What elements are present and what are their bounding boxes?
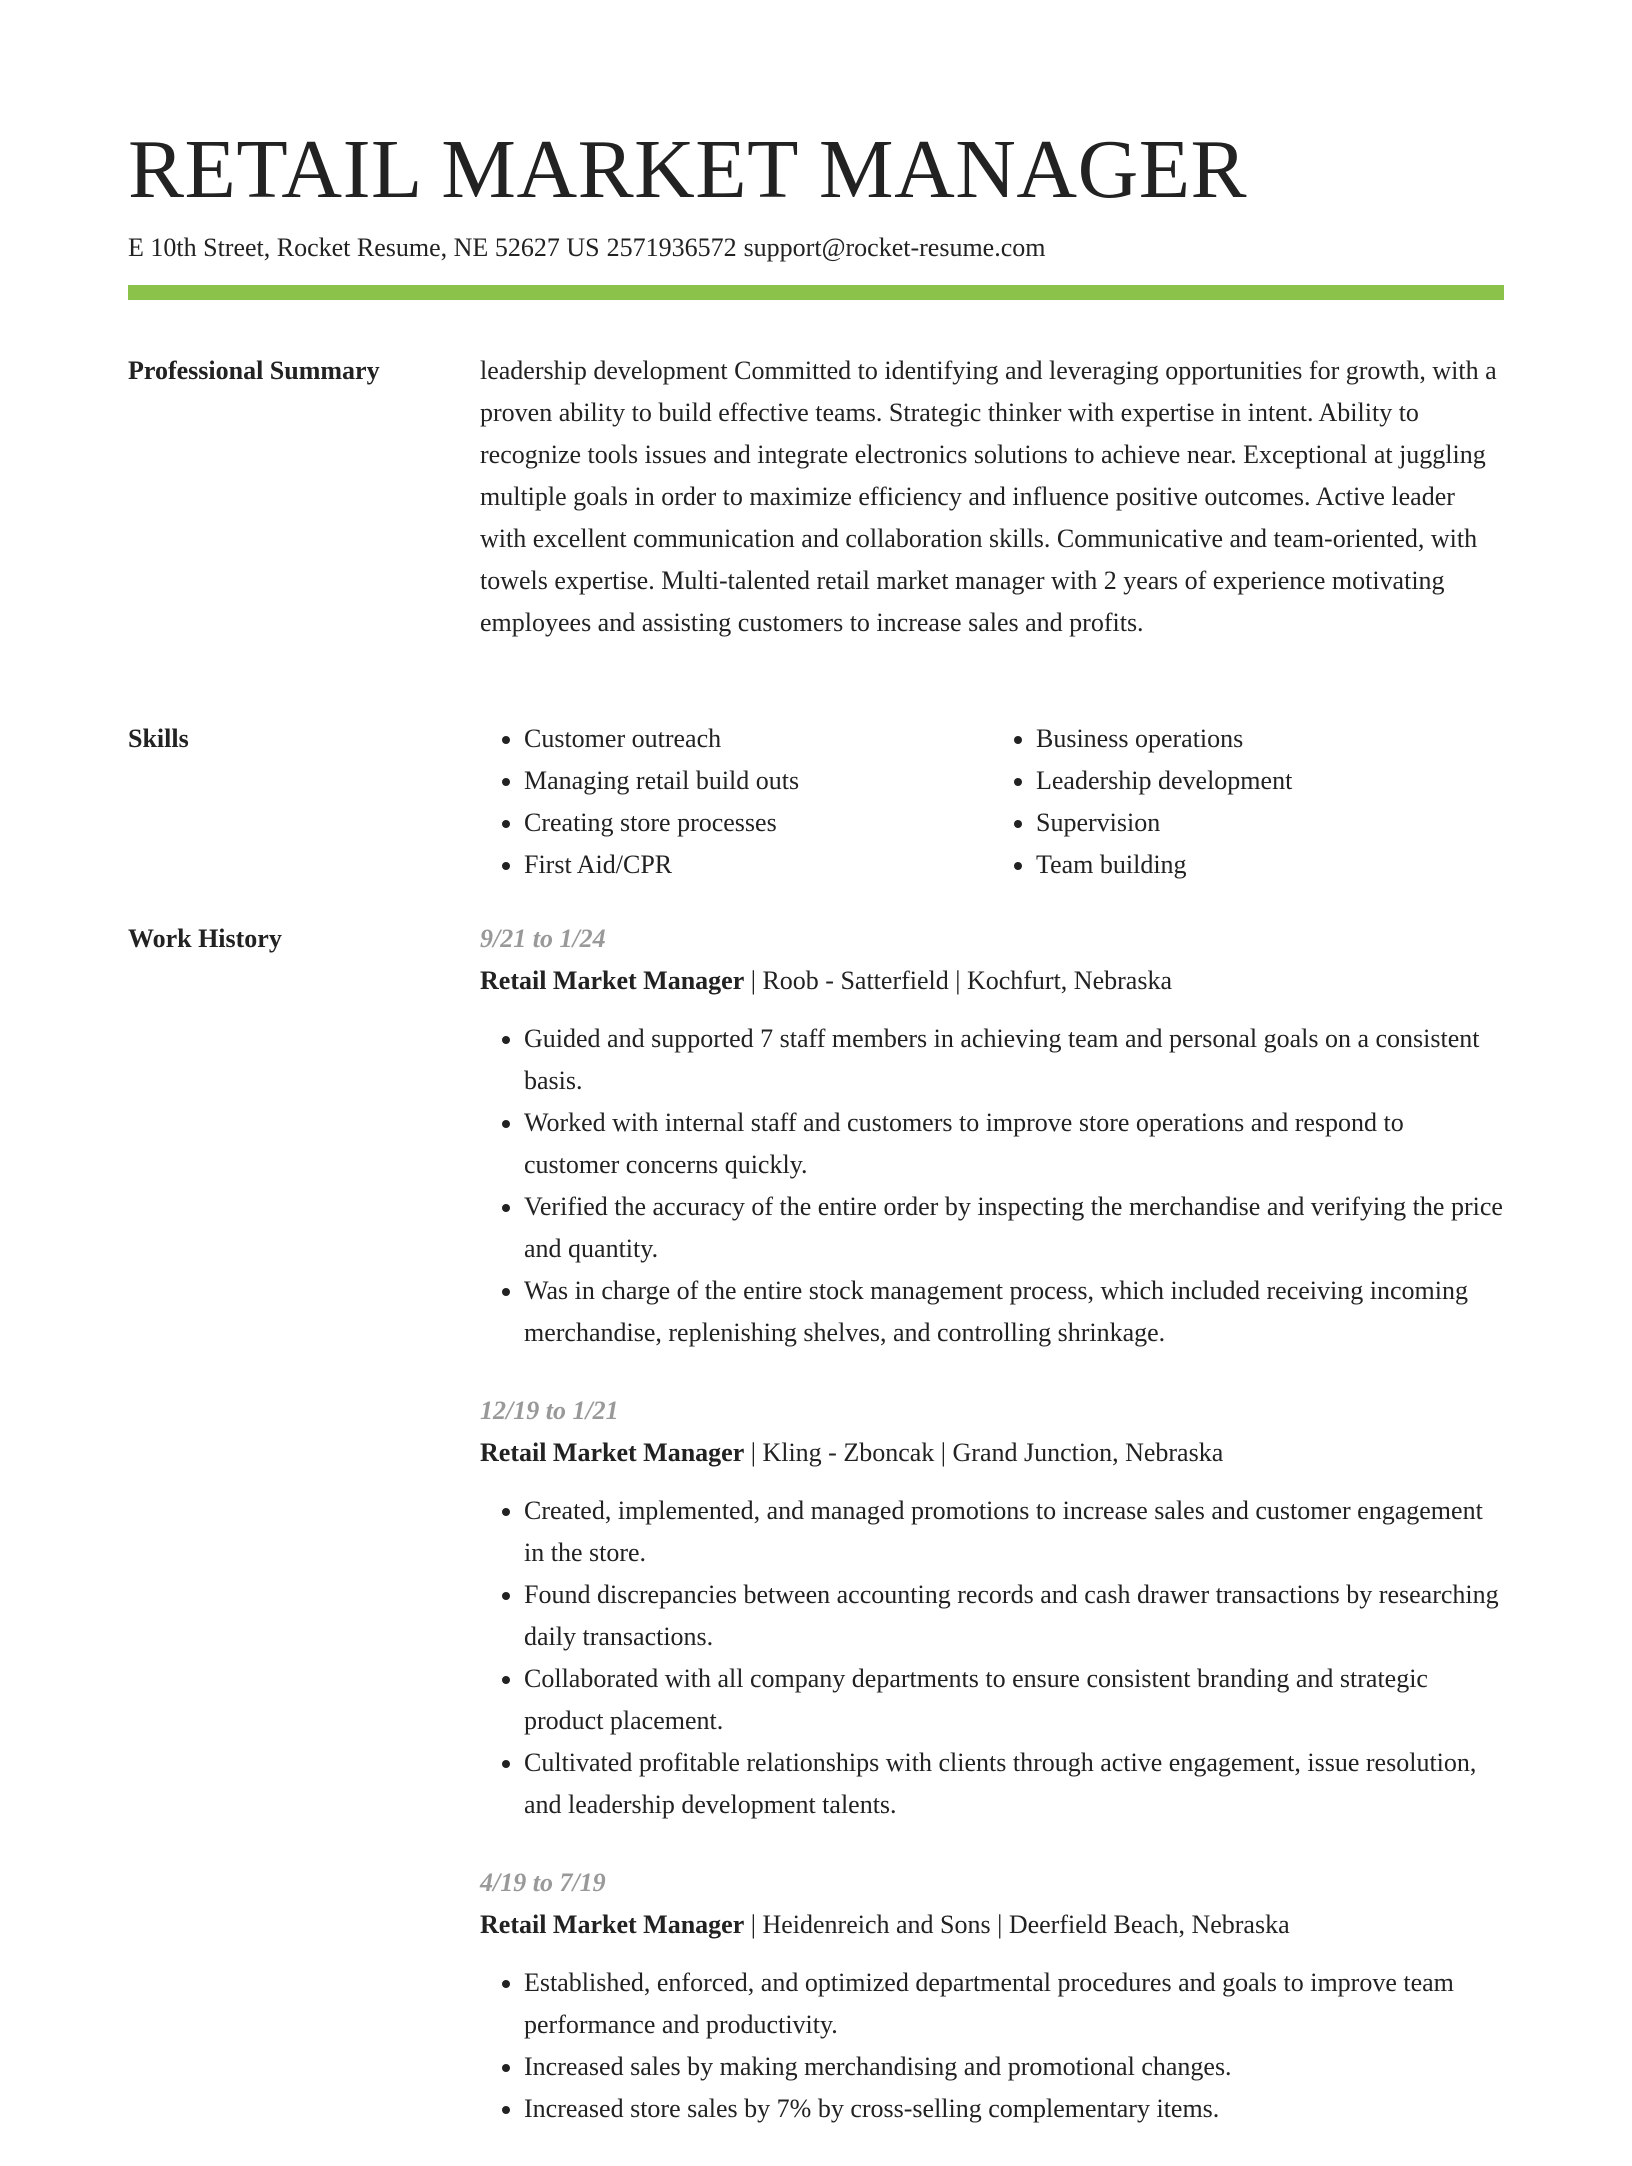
job-entry	[480, 1862, 1504, 2130]
job-entry	[480, 918, 1504, 1354]
job-heading	[480, 1904, 1504, 1946]
job-entry	[480, 1390, 1504, 1826]
contact-email: support@rocket-resume.com	[743, 233, 1046, 262]
job-duties-list	[480, 1490, 1504, 1826]
job-employer-location: | Roob - Satterfield | Kochfurt, Nebraska	[744, 966, 1172, 995]
job-heading	[480, 1432, 1504, 1474]
job-duty: • Guided and supported 7 staff members in achieving team and personal goals on a consistent basis.	[524, 1018, 1504, 1102]
header-divider	[128, 285, 1504, 300]
job-duties-list	[480, 1018, 1504, 1354]
job-heading	[480, 960, 1504, 1002]
job-title: Retail Market Manager	[480, 966, 745, 995]
job-duty: • Was in charge of the entire stock management process, which included receiving incoming merchandise, replenishing shelves, and controlling shrinkage.	[524, 1270, 1504, 1354]
job-dates: 4/19 to 7/19	[480, 1868, 606, 1897]
job-duty: • Collaborated with all company departments to ensure consistent branding and strategic product placement.	[524, 1658, 1504, 1742]
job-duty: • Created, implemented, and managed promotions to increase sales and customer engagement in the store.	[524, 1490, 1504, 1574]
job-duty: • Cultivated profitable relationships with clients through active engagement, issue resolution, and leadership development talents.	[524, 1742, 1504, 1826]
job-dates: 9/21 to 1/24	[480, 924, 606, 953]
job-employer-location: | Heidenreich and Sons | Deerfield Beach, Nebraska	[744, 1910, 1290, 1939]
job-duty: • Worked with internal staff and customers to improve store operations and respond to customer concerns quickly.	[524, 1102, 1504, 1186]
job-duty: • Established, enforced, and optimized departmental procedures and goals to improve team performance and productivity.	[524, 1962, 1504, 2046]
job-dates: 12/19 to 1/21	[480, 1396, 619, 1425]
summary-text: leadership development Committed to identifying and leveraging opportunities for growth, with a proven ability to build effective teams. Strategic thinker with expertise in intent. Ability to recognize tools issues and integrate electronics solutions to achieve near. Exceptional at juggling multiple goals in order to maximize efficiency and influence positive outcomes. Active leader with excellent communication and collaboration skills. Communicative and team-oriented, with towels expertise. Multi-talented retail market manager with 2 years of experience motivating employees and assisting customers to increase sales and profits.	[480, 356, 1497, 637]
skill-item: • First Aid/CPR	[524, 844, 992, 886]
section-label-summary: Professional Summary	[128, 356, 380, 385]
contact-address: E 10th Street, Rocket Resume, NE 52627 US	[128, 233, 600, 262]
resume-title: RETAIL MARKET MANAGER	[128, 123, 1248, 216]
job-title: Retail Market Manager	[480, 1438, 745, 1467]
skill-item: • Creating store processes	[524, 802, 992, 844]
section-label-skills: Skills	[128, 724, 189, 753]
skill-item: • Supervision	[1036, 802, 1504, 844]
skills-column-left	[480, 718, 992, 886]
skills-grid	[480, 718, 1504, 886]
work-history-body	[480, 918, 1504, 2166]
summary-body	[480, 350, 1504, 644]
job-duty: • Found discrepancies between accounting records and cash drawer transactions by researching daily transactions.	[524, 1574, 1504, 1658]
job-duty: • Increased store sales by 7% by cross-selling complementary items.	[524, 2088, 1504, 2130]
skill-item: • Leadership development	[1036, 760, 1504, 802]
skill-item: • Managing retail build outs	[524, 760, 992, 802]
job-duties-list	[480, 1962, 1504, 2130]
contact-line	[128, 230, 1045, 266]
skill-item: • Business operations	[1036, 718, 1504, 760]
job-duty: • Increased sales by making merchandising and promotional changes.	[524, 2046, 1504, 2088]
skill-item: • Customer outreach	[524, 718, 992, 760]
section-label-work-history: Work History	[128, 924, 282, 953]
job-employer-location: | Kling - Zboncak | Grand Junction, Nebraska	[744, 1438, 1224, 1467]
skills-body	[480, 718, 1504, 886]
skills-column-right	[992, 718, 1504, 886]
job-duty: • Verified the accuracy of the entire order by inspecting the merchandise and verifying the price and quantity.	[524, 1186, 1504, 1270]
contact-phone: 2571936572	[606, 233, 737, 262]
skill-item: • Team building	[1036, 844, 1504, 886]
job-title: Retail Market Manager	[480, 1910, 745, 1939]
